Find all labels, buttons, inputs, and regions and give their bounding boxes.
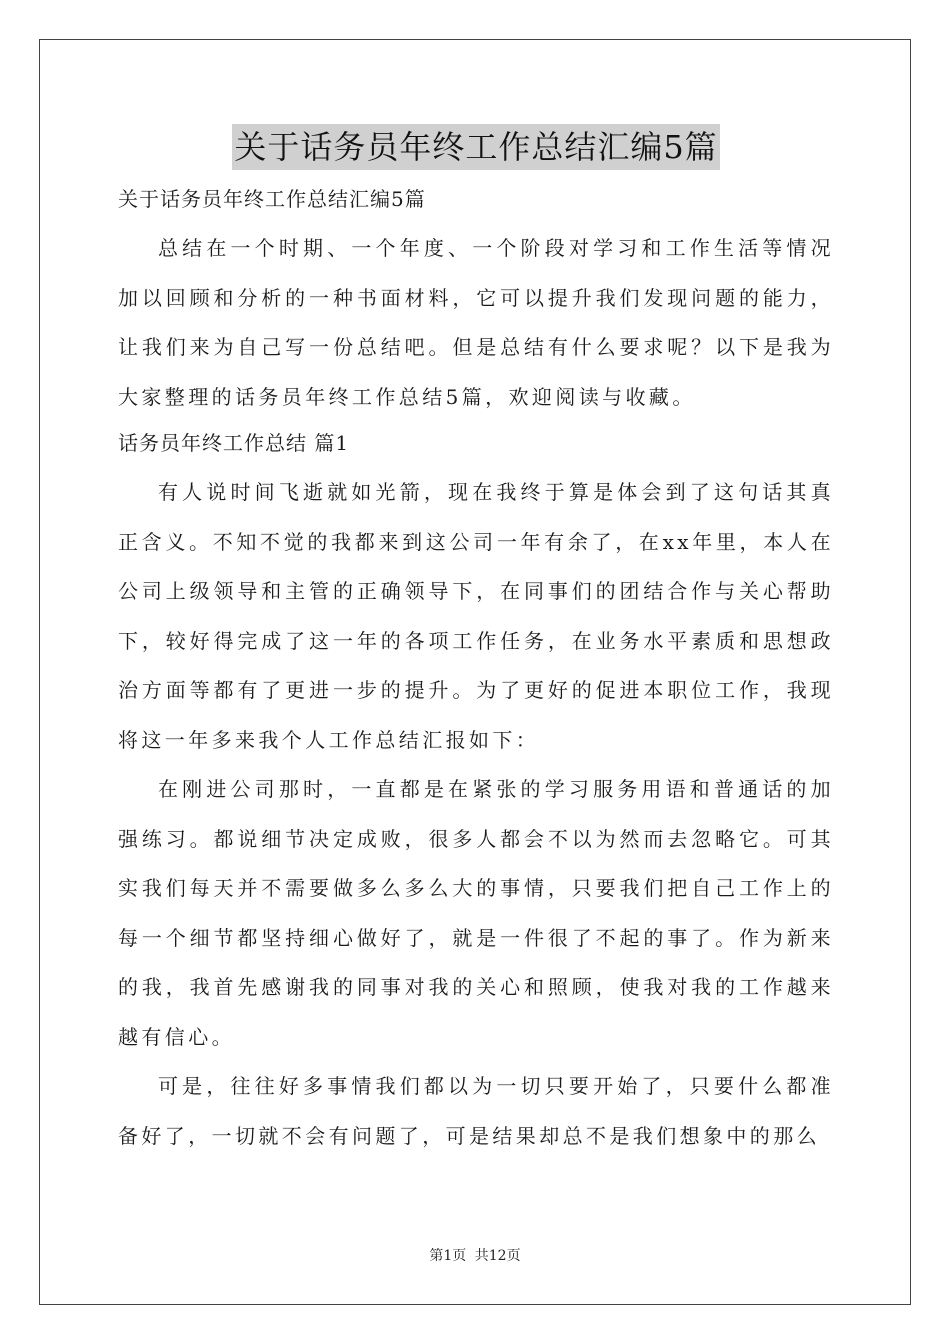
document-subtitle: 关于话务员年终工作总结汇编5篇 (118, 187, 426, 211)
section-heading: 话务员年终工作总结 篇1 (118, 431, 350, 455)
title-wrapper (118, 124, 834, 174)
document-title: 关于话务员年终工作总结汇编5篇 (232, 124, 719, 170)
page-total: 共12页 (474, 1248, 521, 1264)
page-number: 第1页 (429, 1248, 467, 1264)
document-body (118, 124, 834, 1161)
body-paragraph-2: 在刚进公司那时，一直都是在紧张的学习服务用语和普通话的加强练习。都说细节决定成败，很多人都会不以为然而去忽略它。可其实我们每天并不需要做多么多么大的事情，只要我们把自己工作上的每一个细节都坚持细心做好了，就是一件很了不起的事了。作为新来的我，我首先感谢我的同事对我的关心和照顾，使我对我的工作越来越有信心。 (118, 777, 834, 1049)
body-paragraph-1: 有人说时间飞逝就如光箭，现在我终于算是体会到了这句话其真正含义。不知不觉的我都来到这公司一年有余了，在xx年里，本人在公司上级领导和主管的正确领导下，在同事们的团结合作与关心帮助下，较好得完成了这一年的各项工作任务，在业务水平素质和思想政治方面等都有了更进一步的提升。为了更好的促进本职位工作，我现将这一年多来我个人工作总结汇报如下： (118, 480, 834, 752)
page-footer (0, 1245, 950, 1265)
intro-paragraph: 总结在一个时期、一个年度、一个阶段对学习和工作生活等情况加以回顾和分析的一种书面材料，它可以提升我们发现问题的能力，让我们来为自己写一份总结吧。但是总结有什么要求呢？以下是我为大家整理的话务员年终工作总结5篇，欢迎阅读与收藏。 (118, 236, 834, 409)
body-paragraph-3: 可是，往往好多事情我们都以为一切只要开始了，只要什么都准备好了，一切就不会有问题了，可是结果却总不是我们想象中的那么 (118, 1074, 834, 1148)
